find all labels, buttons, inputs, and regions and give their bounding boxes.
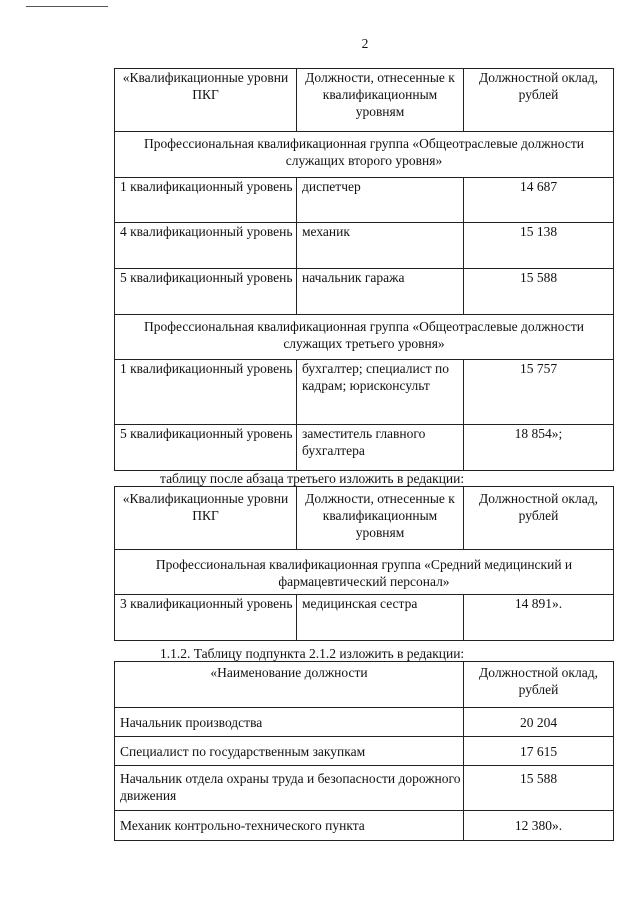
position-cell: заместитель главного бухгалтера	[297, 425, 464, 471]
salary-table-positions	[114, 661, 614, 841]
position-cell: начальник гаража	[297, 269, 464, 315]
table-header-row	[115, 487, 614, 550]
level-cell: 5 квалификационный уровень	[115, 425, 297, 471]
salary-cell: 15 138	[464, 223, 614, 269]
table-row	[115, 425, 614, 471]
salary-cell: 14 687	[464, 178, 614, 223]
header-levels: «Квалификационные уровни ПКГ	[115, 487, 297, 550]
table-row	[115, 595, 614, 641]
group-title-row	[115, 315, 614, 360]
salary-cell: 15 757	[464, 360, 614, 425]
group-title: Профессиональная квалификационная группа «Общеотраслевые должности служащих третьего уровня»	[115, 315, 614, 360]
header-salary: Должностной оклад, рублей	[464, 662, 614, 708]
table-row	[115, 269, 614, 315]
salary-cell: 18 854»;	[464, 425, 614, 471]
position-cell: бухгалтер; специалист по кадрам; юрисконсульт	[297, 360, 464, 425]
level-cell: 4 квалификационный уровень	[115, 223, 297, 269]
table-header-row	[115, 69, 614, 132]
salary-cell: 15 588	[464, 766, 614, 811]
header-salary: Должностной оклад, рублей	[464, 487, 614, 550]
top-rule	[26, 6, 108, 7]
salary-cell: 17 615	[464, 737, 614, 766]
table-row	[115, 811, 614, 841]
group-title-row	[115, 132, 614, 178]
lead-paragraph-2: 1.1.2. Таблицу подпункта 2.1.2 изложить в редакции:	[160, 646, 465, 661]
header-positions: Должности, отнесенные к квалификационным уровням	[297, 69, 464, 132]
group-title: Профессиональная квалификационная группа «Общеотраслевые должности служащих второго уровня»	[115, 132, 614, 178]
position-name-cell: Специалист по государственным закупкам	[115, 737, 464, 766]
level-cell: 3 квалификационный уровень	[115, 595, 297, 641]
header-position-name: «Наименование должности	[115, 662, 464, 708]
position-name-cell: Начальник отдела охраны труда и безопасности дорожного движения	[115, 766, 464, 811]
salary-cell: 15 588	[464, 269, 614, 315]
group-title: Профессиональная квалификационная группа «Средний медицинский и фармацевтический персонал»	[115, 550, 614, 595]
level-cell: 1 квалификационный уровень	[115, 178, 297, 223]
header-levels: «Квалификационные уровни ПКГ	[115, 69, 297, 132]
salary-cell: 12 380».	[464, 811, 614, 841]
lead-paragraph-1: таблицу после абзаца третьего изложить в редакции:	[160, 471, 465, 486]
header-positions: Должности, отнесенные к квалификационным уровням	[297, 487, 464, 550]
table-header-row	[115, 662, 614, 708]
page-number: 2	[361, 36, 369, 51]
header-salary: Должностной оклад, рублей	[464, 69, 614, 132]
salary-table-pkg	[114, 68, 614, 471]
level-cell: 5 квалификационный уровень	[115, 269, 297, 315]
level-cell: 1 квалификационный уровень	[115, 360, 297, 425]
position-name-cell: Начальник производства	[115, 708, 464, 737]
position-cell: диспетчер	[297, 178, 464, 223]
position-cell: медицинская сестра	[297, 595, 464, 641]
salary-table-medical	[114, 486, 614, 641]
table-row	[115, 737, 614, 766]
salary-cell: 14 891».	[464, 595, 614, 641]
table-row	[115, 223, 614, 269]
table-row	[115, 708, 614, 737]
table-row	[115, 766, 614, 811]
position-cell: механик	[297, 223, 464, 269]
table-row	[115, 178, 614, 223]
salary-cell: 20 204	[464, 708, 614, 737]
table-row	[115, 360, 614, 425]
group-title-row	[115, 550, 614, 595]
position-name-cell: Механик контрольно-технического пункта	[115, 811, 464, 841]
